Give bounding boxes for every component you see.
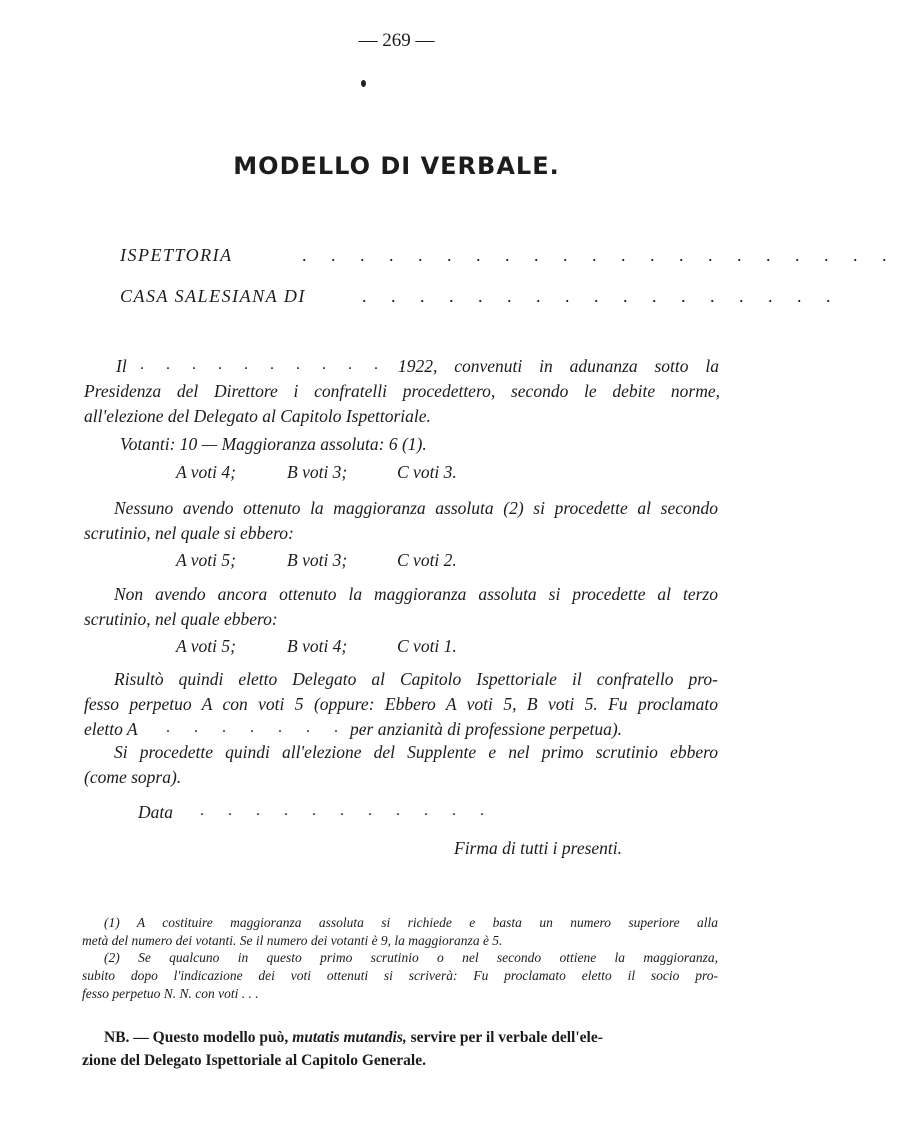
signature-line: Firma di tutti i presenti. [454,838,623,858]
votes2-c: C voti 2. [397,550,457,570]
p2-line2: scrutinio, nel quale si ebbero: [84,523,294,543]
ispettoria-fill-dots: . . . . . . . . . . . . . . . . . . . . . [302,245,897,265]
p1-rest: 1922, convenuti in adunanza sotto la [398,356,719,376]
p5-line2: (come sopra). [84,767,182,787]
nb-mutatis: mutatis mutandis, [292,1029,407,1046]
votes3-b: B voti 4; [287,636,348,656]
ornament-dot [361,80,366,87]
p1-date-dots: . . . . . . . . . . . . [140,356,439,373]
p4-line3-b: per anzianità di professione perpetua). [350,719,623,739]
nb-line1-b: servire per il verbale dell'ele- [410,1029,603,1046]
footnote-1-line2: metà del numero dei votanti. Se il numero dei votanti è 9, la maggioranza è 5. [82,933,503,948]
casa-fill-dots: . . . . . . . . . . . . . . . . . [362,286,841,306]
p4-line3-dots: . . . . . . . . [166,719,376,736]
casa-label: CASA SALESIANA DI [120,286,306,306]
footnote-2-line1: (2) Se qualcuno in questo primo scrutinio o nel secondo ottiene la maggioranza, [104,950,718,965]
data-label: Data [138,802,173,822]
p3-line1: Non avendo ancora ottenuto la maggioranza assoluta si procedette al terzo [114,584,718,604]
votes1-c: C voti 3. [397,462,457,482]
p4-line1: Risultò quindi eletto Delegato al Capitolo Ispettoriale il confratello pro- [114,669,718,689]
p1-line3: all'elezione del Delegato al Capitolo Ispettoriale. [84,406,431,426]
footnote-2-line2: subito dopo l'indicazione dei voti ottenuti si scriverà: Fu proclamato eletto il socio pro- [82,968,718,983]
votes3-c: C voti 1. [397,636,457,656]
nb-line1 [104,1029,603,1047]
p4-line3-a: eletto A [84,719,138,739]
document-title: MODELLO DI VERBALE. [233,152,560,180]
p1-line2: Presidenza del Direttore i confratelli procedettero, secondo le debite norme, [84,381,720,401]
votes2-b: B voti 3; [287,550,348,570]
footnote-2-line3: fesso perpetuo N. N. con voti . . . [82,986,259,1001]
votes3-a: A voti 5; [176,636,236,656]
footnote-1-line1: (1) A costituire maggioranza assoluta si richiede e basta un numero superiore alla [104,915,718,930]
votes2-a: A voti 5; [176,550,236,570]
nb-line2: zione del Delegato Ispettoriale al Capitolo Generale. [82,1052,426,1069]
votes1-a: A voti 4; [176,462,236,482]
nb-line1-a: NB. — Questo modello può, [104,1029,289,1046]
data-fill-dots: . . . . . . . . . . . [200,802,494,819]
p4-line2: fesso perpetuo A con voti 5 (oppure: Ebbero A voti 5, B voti 5. Fu proclamato [84,694,718,714]
votanti-line: Votanti: 10 — Maggioranza assoluta: 6 (1). [120,434,427,454]
p1-start: Il [116,356,127,376]
p3-line2: scrutinio, nel quale ebbero: [84,609,278,629]
ispettoria-label: ISPETTORIA [120,245,233,265]
p2-line1: Nessuno avendo ottenuto la maggioranza assoluta (2) si procedette al secondo [114,498,718,518]
page-number: — 269 — [358,30,435,51]
votes1-b: B voti 3; [287,462,348,482]
p5-line1: Si procedette quindi all'elezione del Supplente e nel primo scrutinio ebbero [114,742,718,762]
